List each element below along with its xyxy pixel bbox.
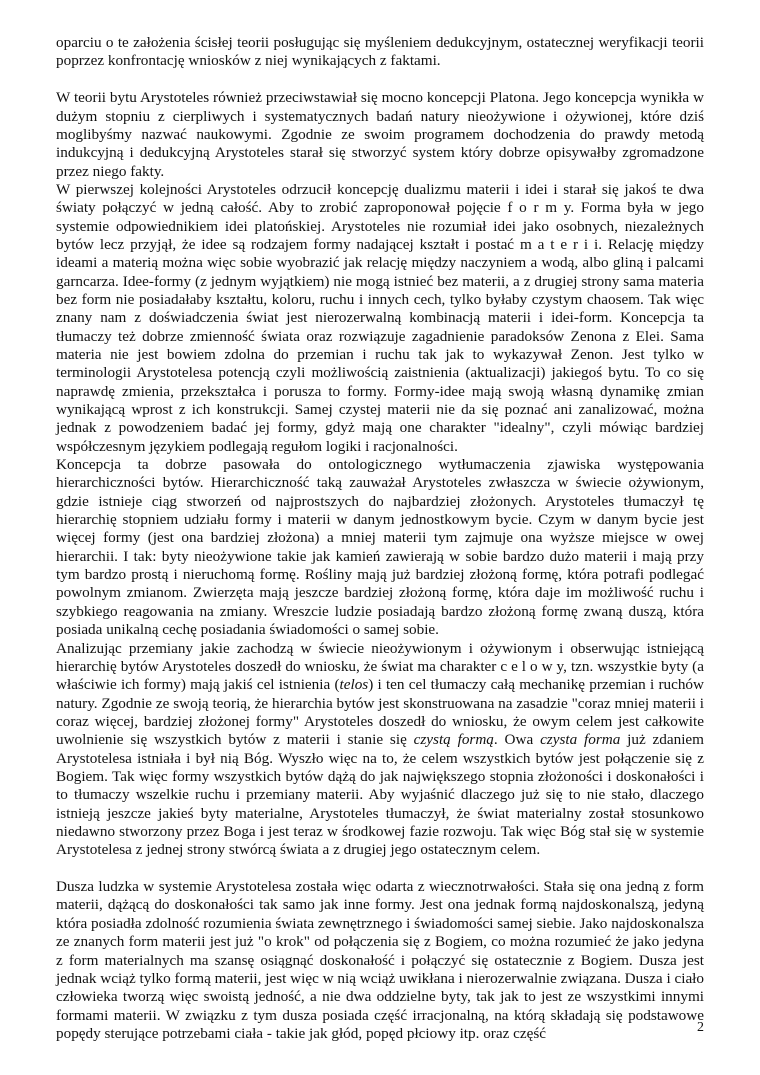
text-run: Dusza ludzka w systemie Arystotelesa została więc odarta z wiecznotrwałości. Stała się ona jedną z form materii, dążącą do doskonałości tak samo jak inne formy. Jest ona jednak formą najdoskonalszą, jedyną która posiadła zdolność rozumienia świata zewnętrznego i świadomości samej siebie. Jako najdoskonalsza ze znanych form materii jest już "o krok" od połączenia się z Bogiem, co można rozumieć że jako jedyna z form materialnych ma szansę osiągnąć doskonałość i połączyć się ostatecznie z Bogiem. Dusza jest jednak wciąż tylko formą materii, jest więc w nią wciąż uwikłana i nierozerwalnie związana. Dusza i ciało człowieka tworzą więc swoistą jedność, a nie dwa oddzielne byty, tak jak to jest ze wszystkimi innymi formami materii. W związku z tym dusza posiada część irracjonalną, na którą składają się podstawowe popędy sterujące potrzebami ciała - takie jak głód, popęd płciowy itp. oraz część [56, 878, 704, 1042]
text-run: . Owa [493, 731, 541, 749]
paragraph [56, 89, 704, 181]
italic-term: czystą formą [413, 731, 494, 749]
paragraph [56, 181, 704, 456]
paragraph [56, 456, 704, 639]
text-run: W teorii bytu Arystoteles również przeciwstawiał się mocno koncepcji Platona. Jego koncepcja wynikła w dużym stopniu z cierpliwych i systematycznych badań natury nieożywione i ożywionej, które dziś moglibyśmy nazwać naukowymi. Zgodnie ze swoim programem dochodzenia do prawdy metodą indukcyjną i dedukcyjną Arystoteles starał się stworzyć system który dobrze opisywałby zgromadzone przez niego fakty. [56, 89, 704, 180]
text-run: , tzn. wszystkie byty (a właściwie ich formy) mają jakiś cel istnienia ( [56, 657, 704, 694]
text-run: . Relację między ideami a materią można więc sobie wyobrazić jak relację między naczyniem a wodą, albo gliną i palcami garncarza. Idee-formy (z jednym wyjątkiem) nie mogą istnieć bez materii, a z drugiej strony sama materia bez form nie posiadałaby kształtu, koloru, ruchu i innych cech, tylko byłaby czystym chaosem. Tak więc znany nam z doświadczenia świat jest nierozerwalną kombinacją materii i idei-form. Koncepcja ta tłumaczy też dobrze zmienność świata oraz rozwiązuje zagadnienie paradoksów Zenona z Elei. Sama materia nie jest bowiem zdolna do przemian i ruchu tak jak to wykazywał Zenon. Jest tylko w terminologii Arystotelesa potencją czyli możliwością zaistnienia (aktualizacji) jakiegoś bytu. To co się naprawdę zmienia, przekształca i porusza to formy. Formy-idee mają swoją własną dynamikę zmian wynikającą wprost z ich konstrukcji. Samej czystej materii nie da się poznać ani zanalizować, można jednak z powodzeniem badać jej formy, gdyż mają one charakter "idealny", czyli mówiąc bardziej współczesnym językiem podlegają regułom logiki i racjonalności. [56, 235, 705, 455]
page-number: 2 [697, 1020, 704, 1035]
paragraph [56, 878, 704, 1043]
text-run: Koncepcja ta dobrze pasowała do ontologicznego wytłumaczenia zjawiska występowania hierarchiczności bytów. Hierarchiczność taką zauważał Arystoteles zwłaszcza w świecie ożywionym, gdzie istnieje ciąg stworzeń od najprostszych do najbardziej złożonych. Arystoteles tłumaczył tę hierarchię stopniem udziału formy i materii w danym jednostkowym bycie. Czym w danym bycie jest więcej formy (jest ona bardziej złożona) a mniej materii tym zajmuje ona wyższe miejsce w owej hierarchii. I tak: byty nieożywione takie jak kamień zawierają w sobie bardzo dużo materii i mają przy tym bardzo prostą i nieruchomą formę. Rośliny mają już bardziej złożoną formę, która potrafi podlegać powolnym zmianom. Zwierzęta mają jeszcze bardziej złożoną formę, która daje im możliwość ruchu i szybkiego reagowania na zmiany. Wreszcie ludzie posiadają bardzo złożoną formę zwaną duszą, która posiada unikalną cechę posiadania świadomości o samej sobie. [56, 456, 704, 639]
text-run: Analizując przemiany jakie zachodzą w świecie nieożywionym i ożywionym i obserwując istniejącą hierarchię bytów Arystoteles doszedł do wniosku, że świat ma charakter [56, 639, 704, 675]
spaced-term: c e l o w y [500, 657, 564, 675]
text-run: . Forma była w jego systemie odpowiednikiem idei platońskiej. Arystoteles nie rozumiał idei jako osobnych, niezależnych bytów lecz przyjął, że idee są rodzajem formy nadającej kształt i postać [56, 199, 704, 253]
text-run: ) i ten cel tłumaczy całą mechanikę przemian i ruchów natury. Zgodnie ze swoją teorią, że hierarchia bytów jest skonstruowana na zasadzie "coraz mniej materii i coraz więcej, bardziej złożonej formy" Arystoteles doszedł do wniosku, że owym celem jest całkowite uwolnienie się wszystkich bytów z materii i stanie się [56, 676, 704, 749]
spaced-term: m a t e r i i [519, 235, 599, 253]
italic-term: telos [339, 676, 369, 694]
paragraph-gap [56, 860, 704, 879]
text-run: W pierwszej kolejności Arystoteles odrzucił koncepcję dualizmu materii i idei i starał się jakoś te dwa światy połączyć w jedną całość. Aby to zrobić zaproponował pojęcie [56, 180, 704, 217]
paragraph [56, 640, 704, 860]
text-run: już zdaniem Arystotelesa istniała i był nią Bóg. Wyszło więc na to, że celem wszystkich bytów jest połączenie się z Bogiem. Tak więc formy wszystkich bytów dążą do jak największego stopnia złożoności i doskonałości i to tłumaczy wszelkie ruchu i przemiany materii. Aby wyjaśnić dlaczego już się to nie stało, dlaczego istnieją jeszcze jakieś byty materialne, Arystoteles tłumaczył, że świat materialny został stosunkowo niedawno stworzony przez Boga i jest teraz w środkowej fazie rozwoju. Tak więc Bóg stał się w systemie Arystotelesa z jednej strony stwórcą świata a z drugiej jego ostatecznym celem. [56, 731, 704, 859]
spaced-term: f o r m y [507, 199, 571, 217]
italic-term: czysta forma [540, 731, 621, 749]
paragraph [56, 34, 704, 71]
paragraph-gap [56, 71, 704, 90]
text-run: oparciu o te założenia ścisłej teorii posługując się myśleniem dedukcyjnym, ostatecznej weryfikacji teorii poprzez konfrontację wniosków z niej wynikających z faktami. [56, 34, 704, 70]
